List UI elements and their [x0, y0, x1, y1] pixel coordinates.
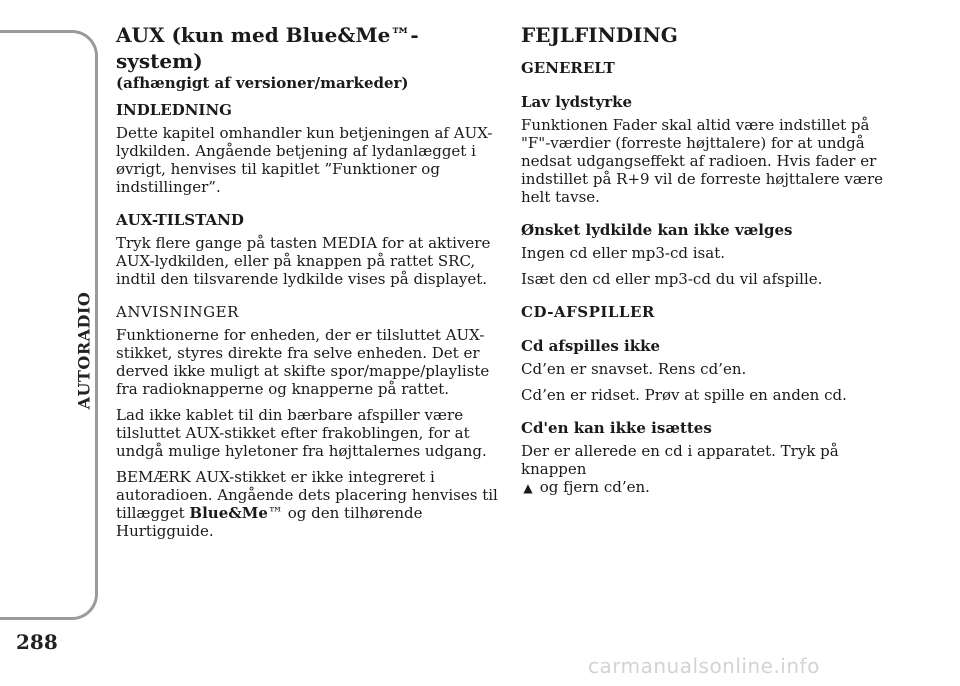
- low-volume-text: Funktionen Fader skal altid være indstillet på "F"-værdier (forreste højttalere) for at undgå nedsat udgangseffekt af radioen. Hvis fader er indstillet på R+9 vil de forreste højttalere være helt tavse.: [521, 116, 884, 206]
- watermark: carmanualsonline.info: [588, 654, 820, 678]
- notes-paragraph-3: BEMÆRK AUX-stikket er ikke integreret i autoradioen. Angående dets placering henvises til tillægget Blue&Me™ og den tilhørende Hurtigguide.: [116, 468, 498, 540]
- page-number: 288: [16, 630, 58, 654]
- notes-paragraph-2: Lad ikke kablet til din bærbare afspiller være tilsluttet AUX-stikket efter frakoblingen, for at undgå mulige hyletoner fra højttalernes udgang.: [116, 406, 487, 460]
- not-playing-heading: Cd afspilles ikke: [521, 337, 661, 355]
- section-intro: [116, 100, 498, 196]
- low-volume-heading: Lav lydstyrke: [521, 93, 633, 111]
- section-notes: [116, 302, 498, 540]
- aux-title: AUX (kun med Blue&Me™-system): [116, 23, 419, 73]
- right-column: [521, 22, 903, 511]
- source-text-2: Isæt den cd eller mp3-cd du vil afspille.: [521, 270, 823, 288]
- source-text-1: Ingen cd eller mp3-cd isat.: [521, 244, 725, 262]
- section-cd-player: [521, 302, 903, 497]
- source-heading: Ønsket lydkilde kan ikke vælges: [521, 221, 793, 239]
- troubleshooting-title: FEJLFINDING: [521, 23, 678, 47]
- section-aux-mode: [116, 210, 498, 288]
- intro-heading: INDLEDNING: [116, 101, 232, 119]
- intro-text: Dette kapitel omhandler kun betjeningen af AUX-lydkilden. Angående betjening af lydanlægget i øvrigt, henvises til kapitlet ”Funktioner og indstillinger”.: [116, 124, 493, 196]
- general-heading: GENERELT: [521, 59, 615, 77]
- aux-mode-heading: AUX-TILSTAND: [116, 211, 244, 229]
- left-column: [116, 22, 498, 554]
- section-general: [521, 58, 903, 288]
- cannot-insert-text: Der er allerede en cd i apparatet. Tryk på knappen ▲ og fjern cd’en.: [521, 442, 839, 496]
- notes-paragraph-1: Funktionerne for enheden, der er tilsluttet AUX-stikket, styres direkte fra selve enheden. Det er derved ikke muligt at skifte spor/mappe/playliste fra radioknapperne og knapperne på rattet.: [116, 326, 490, 398]
- eject-icon: ▲: [523, 481, 533, 495]
- section-label: AUTORADIO: [74, 291, 94, 409]
- aux-subtitle: (afhængigt af versioner/markeder): [116, 74, 409, 92]
- notes-heading: ANVISNINGER: [116, 303, 239, 321]
- not-playing-text-2: Cd’en er ridset. Prøv at spille en anden cd.: [521, 386, 847, 404]
- cannot-insert-heading: Cd'en kan ikke isættes: [521, 419, 712, 437]
- blue-me-term: Blue&Me: [189, 504, 268, 522]
- cd-heading: CD-AFSPILLER: [521, 303, 655, 321]
- not-playing-text-1: Cd’en er snavset. Rens cd’en.: [521, 360, 747, 378]
- aux-mode-text: Tryk flere gange på tasten MEDIA for at aktivere AUX-lydkilden, eller på knappen på rattet SRC, indtil den tilsvarende lydkilde vises på displayet.: [116, 234, 491, 288]
